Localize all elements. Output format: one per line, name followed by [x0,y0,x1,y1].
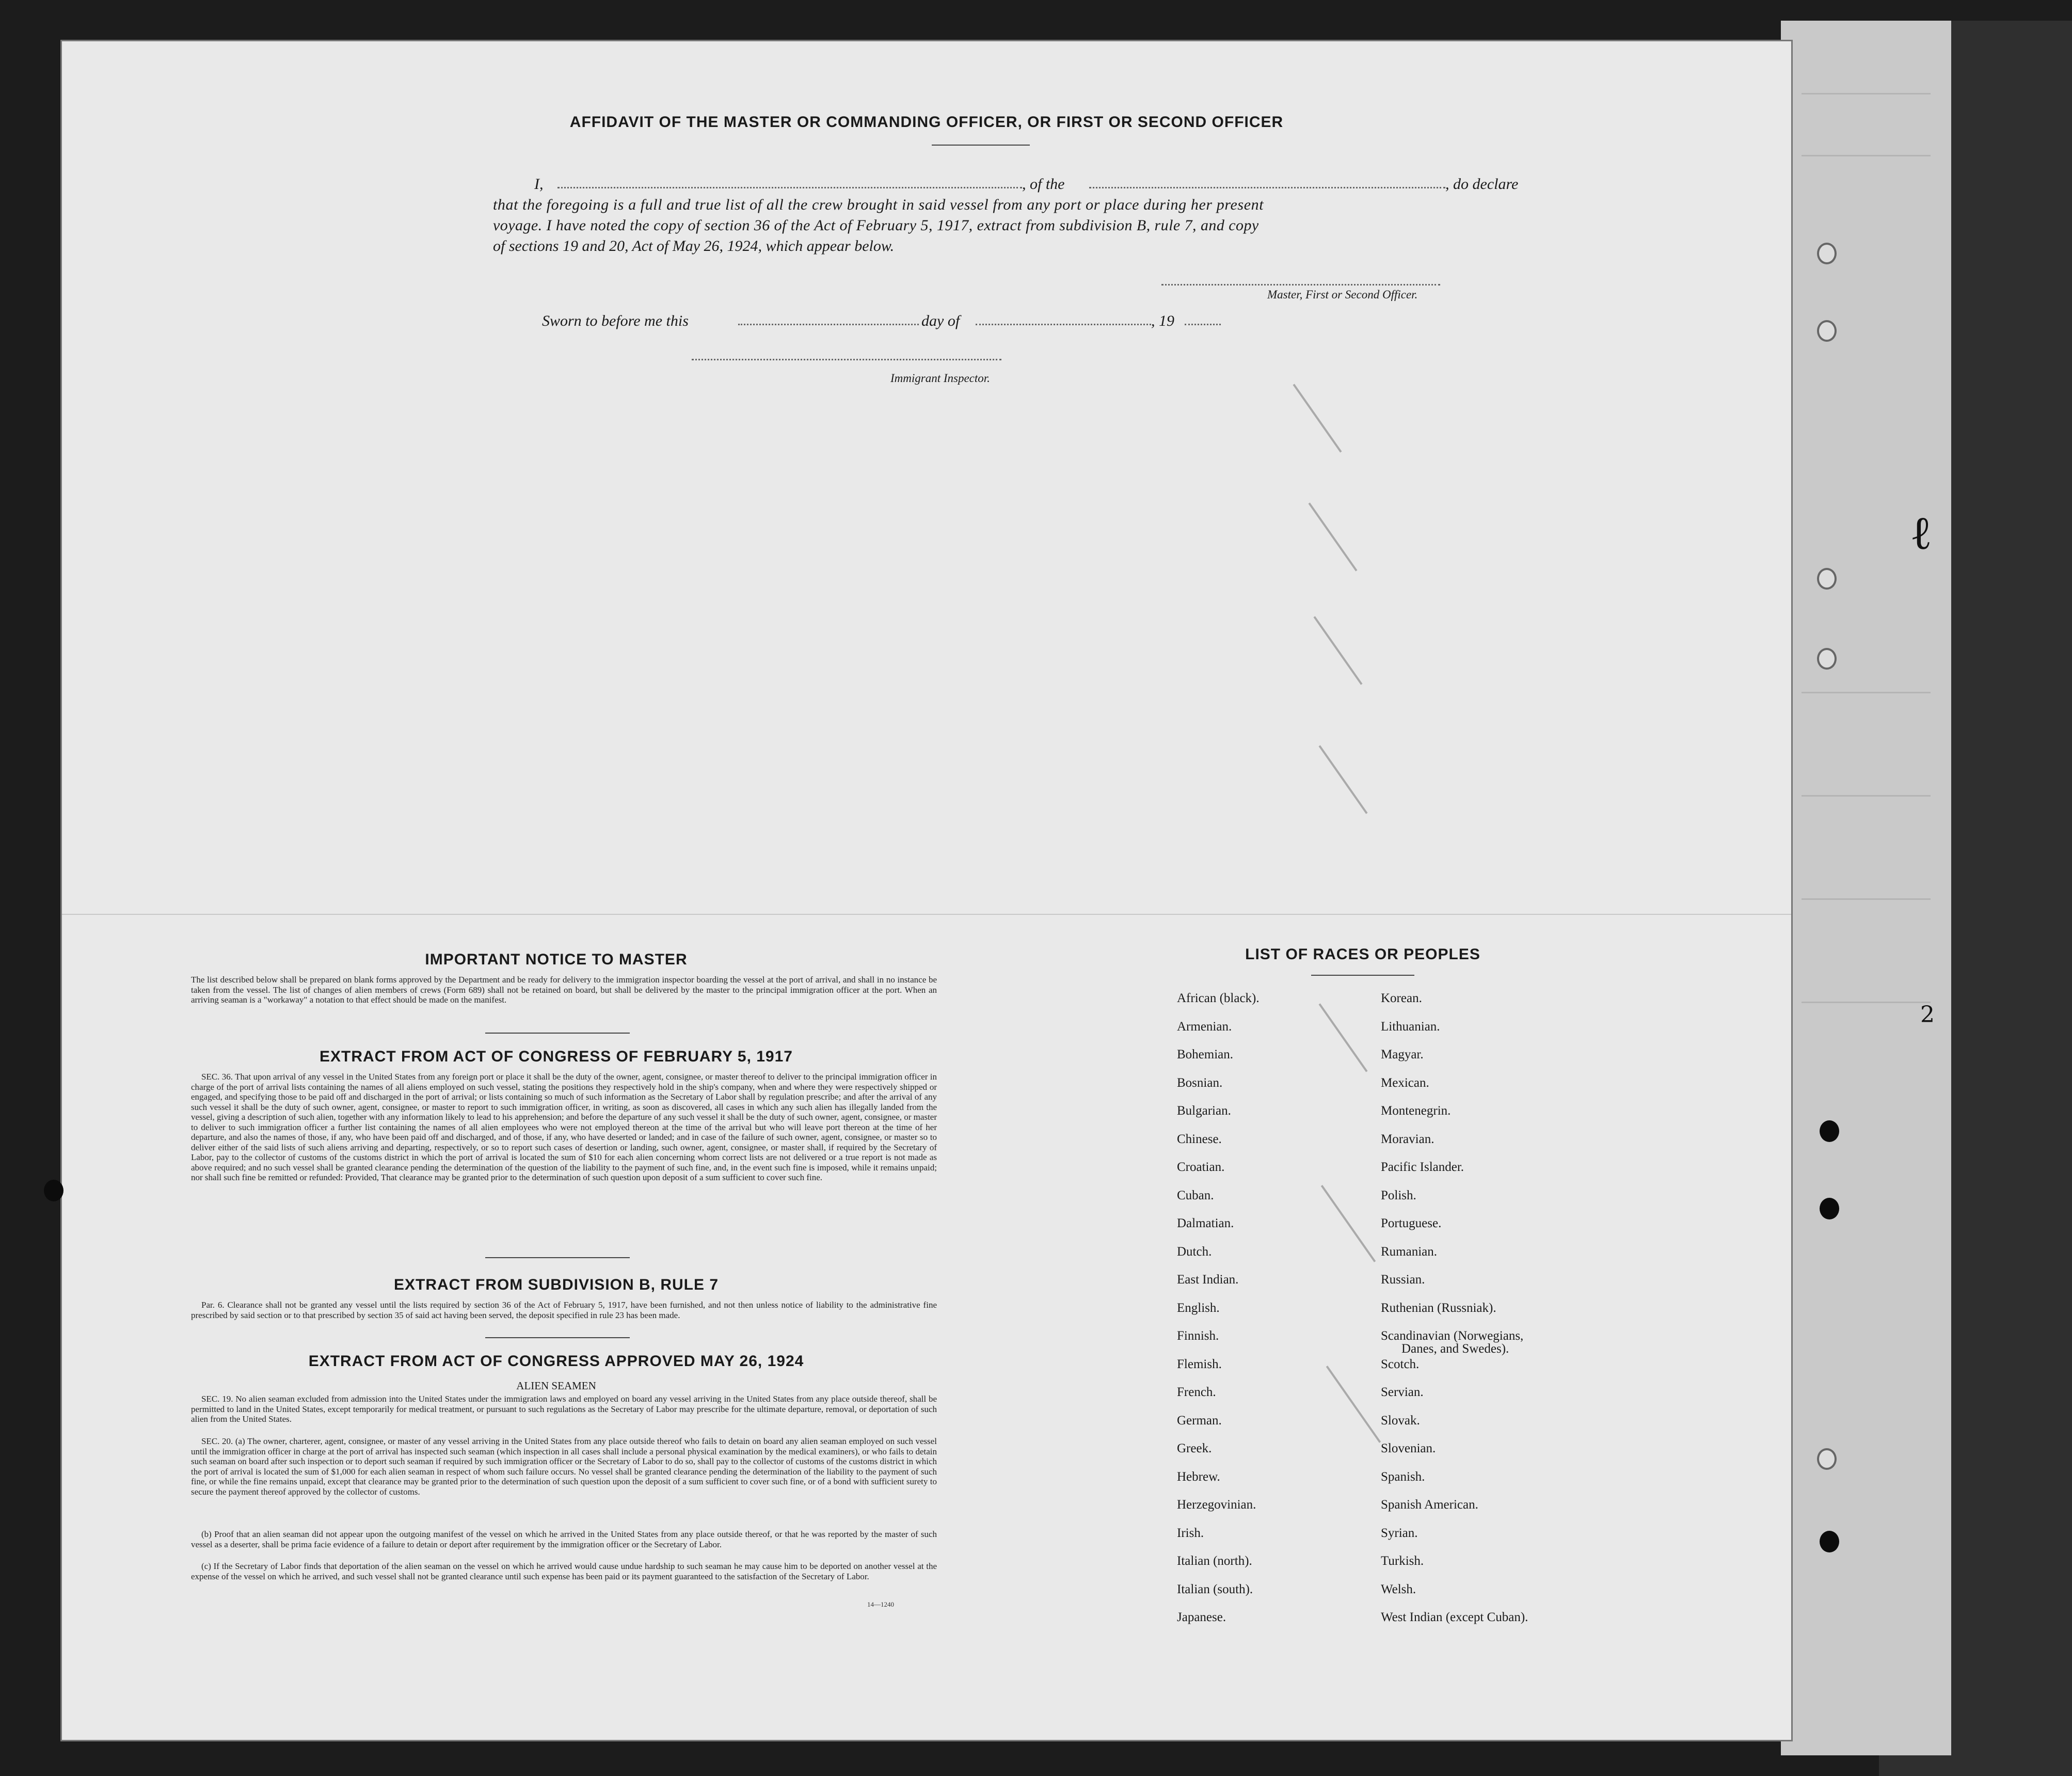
race-item: Hebrew. [1177,1469,1220,1484]
day-field[interactable] [738,324,919,325]
race-item: Slovak. [1381,1413,1420,1428]
race-item: Scotch. [1381,1357,1420,1371]
race-item: Italian (north). [1177,1554,1252,1568]
affidavit-title: AFFIDAVIT OF THE MASTER OR COMMANDING OFFICER, OR FIRST OR SECOND OFFICER [569,114,1284,131]
race-item: Greek. [1177,1441,1212,1455]
affidavit-i-label: I, [534,176,544,193]
race-item: Italian (south). [1177,1582,1253,1596]
race-item: Servian. [1381,1385,1424,1399]
race-item: Flemish. [1177,1357,1222,1371]
race-item: Rumanian. [1381,1244,1438,1259]
day-of-label: day of [921,312,960,329]
race-item: Magyar. [1381,1048,1424,1061]
race-item: Russian. [1381,1273,1425,1287]
race-item: Irish. [1177,1526,1204,1540]
section-36-text: SEC. 36. That upon arrival of any vessel in the United States from any foreign port or place it shall be the duty of the owner, agent, consignee, or master thereof to deliver to the principal immigration officer in charge of the port of arrival lists containing the names of all aliens employed on such vessel, stating the positions they respectively hold in the ship's company, when and where they were respectively shipped or engaged, and specifying those to be paid off and discharged in the port of arrival; or lists containing so much of such information as the Secretary of Labor shall by regulation prescribe; and after the arrival of any such vessel it shall be the duty of such owner, agent, consignee, or master to report to such immigration officer, in writing, as soon as discovered, all cases in which any such alien has illegally landed from the vessel, giving a description of such alien, together with any information likely to lead to his apprehension; and before the departure of any such vessel it shall be the duty of such owner, agent, consignee, or master to deliver to such immigration officer a further list containing the names of all alien employees who were not employed thereon at the time of the arrival but who will leave port thereon at the time of her departure, and also the names of those, if any, who have been paid off and discharged, and of those, if any, who have deserted or landed; and in case of the failure of such owner, agent, consignee, or master so to deliver either of the said lists of such aliens arriving and departing, respectively, or so to report such cases of desertion or landing, such owner, agent, consignee, or master shall, if required by the Secretary of Labor, pay to the collector of customs of the customs district in which the port of arrival is located the sum of $10 for each alien concerning whom correct lists are not delivered or a true report is not made as above required; and no such vessel shall be granted clearance pending the determination of the question of the liability to the payment of such fine, and, in the event such fine is imposed, while it remains unpaid; nor shall such fine be remitted or refunded: Provided, That clearance may be granted prior to the determination of such question upon deposit of a sum sufficient to cover such fine. [191,1072,937,1182]
form-page [62,41,1791,1740]
month-field[interactable] [976,324,1151,325]
notice-title: IMPORTANT NOTICE TO MASTER [425,951,688,968]
race-item: Welsh. [1381,1582,1416,1596]
race-item: East Indian. [1177,1273,1239,1287]
rule-7-title: EXTRACT FROM SUBDIVISION B, RULE 7 [393,1276,719,1293]
notice-text: The list described below shall be prepared on blank forms approved by the Department and be ready for delivery to the immigration inspector boarding the vessel at the port of arrival, and shall in no instance be taken from the vessel. The list of changes of alien members of crews (Form 689) shall not be retained on board, but shall be delivered by the master to the principal immigration officer at the port. When an arriving seaman is a "workaway" a notation to that effect should be made on the manifest. [191,975,937,1005]
race-item: Armenian. [1177,1019,1232,1034]
signature-field[interactable] [1161,284,1440,286]
race-item: Polish. [1381,1188,1416,1202]
fold-line [62,914,1791,915]
section-20a-text: SEC. 20. (a) The owner, charterer, agent, consignee, or master of any vessel arriving in the United States from any place outside thereof who fails to detain on board any alien seaman employed on such vessel until the immigration officer in charge at the port of arrival has inspected such seaman (which inspection in all cases shall include a personal physical examination by the medical examiners), or who fails to detain such seaman on board after such inspection or to deport such seaman if required by such immigration officer or the Secretary of Labor to do so, shall pay to the collector of customs of the customs district in which the port of arrival is located the sum of $1,000 for each alien seaman in respect of whom such failure occurs. No vessel shall be granted clearance pending the determination of the liability to the payment of such fine, or while the fine remains unpaid, except that clearance may be granted prior to the determination of such question upon the deposit of a sum sufficient to cover such fine, or of a bond with sufficient surety to secure the payment thereof approved by the collector of customs. [191,1436,937,1497]
race-item: Dutch. [1177,1244,1212,1259]
race-item: Turkish. [1381,1554,1424,1568]
signature-label: Master, First or Second Officer. [1267,288,1418,301]
section-19-text: SEC. 19. No alien seaman excluded from admission into the United States under the immigration laws and employed on board any vessel arriving in the United States from any place outside thereof, shall be permitted to land in the United States, except temporarily for medical treatment, or pursuant to such regulations as the Secretary of Labor may prescribe for the ultimate departure, removal, or deportation of such alien from the United States. [191,1394,937,1424]
race-item: Slovenian. [1381,1441,1436,1455]
section-20c-text: (c) If the Secretary of Labor finds that deportation of the alien seaman on the vessel on which he arrived would cause undue hardship to such seaman he may cause him to be deported on another vessel at the expense of the vessel on which he arrived, and such vessel shall not be granted clearance until such expense has been paid or its payment guaranteed to the satisfaction of the Secretary of Labor. [191,1561,937,1581]
punch-hole [1820,1198,1839,1219]
handwritten-mark: 2 [1920,1002,1935,1028]
race-item: Spanish. [1381,1469,1425,1484]
races-title: LIST OF RACES OR PEOPLES [1245,946,1480,963]
extract-1924-title: EXTRACT FROM ACT OF CONGRESS APPROVED MAY 26, 1924 [308,1353,804,1370]
punch-hole [1820,1531,1839,1552]
race-item: Korean. [1381,991,1422,1005]
race-item: Moravian. [1381,1132,1435,1146]
handwritten-mark: ℓ [1910,506,1933,560]
affidavit-line-2: that the foregoing is a full and true list of all the crew brought in said vessel from any port or place during her present [493,196,1264,213]
race-item: Croatian. [1177,1160,1225,1174]
punch-hole [1817,568,1837,590]
race-item: Mexican. [1381,1075,1429,1090]
race-item: Ruthenian (Russniak). [1381,1301,1496,1315]
race-item-continuation: Danes, and Swedes). [1401,1342,1509,1356]
title-rule [932,145,1030,146]
race-item: German. [1177,1413,1222,1428]
race-item: French. [1177,1385,1216,1399]
extract-1917-title: EXTRACT FROM ACT OF CONGRESS OF FEBRUARY 5, 1917 [320,1048,793,1065]
race-item: Dalmatian. [1177,1216,1234,1230]
year-label: , 19 [1151,312,1174,329]
race-item: Syrian. [1381,1526,1418,1540]
race-item: Bohemian. [1177,1048,1234,1061]
inspector-label: Immigrant Inspector. [890,372,990,385]
race-item: Japanese. [1177,1610,1226,1624]
affidavit-of-the: , of the [1022,176,1065,193]
punch-hole [1817,243,1837,264]
inspector-signature-field[interactable] [692,359,1001,360]
affidavit-line-3: voyage. I have noted the copy of section 36 of the Act of February 5, 1917, extract from subdivision B, rule 7, and copy [493,217,1259,234]
race-item: Chinese. [1177,1132,1222,1146]
race-item: Scandinavian (Norwegians, [1381,1329,1524,1343]
race-item: Bulgarian. [1177,1104,1231,1118]
punch-hole [1820,1120,1839,1142]
underlying-page-edge [1781,21,1951,1755]
race-item: Bosnian. [1177,1075,1223,1090]
race-item: African (black). [1177,991,1260,1005]
alien-seamen-subtitle: ALIEN SEAMEN [516,1379,596,1392]
race-item: Pacific Islander. [1381,1160,1464,1174]
punch-hole [1817,320,1837,342]
affidavit-line-4: of sections 19 and 20, Act of May 26, 1924, which appear below. [493,237,895,255]
race-item: Cuban. [1177,1188,1214,1202]
rule-7-text: Par. 6. Clearance shall not be granted any vessel until the lists required by section 36 of the Act of February 5, 1917, have been furnished, and not then unless notice of liability to the administrative fine prescribed by said section or to that prescribed by section 35 of said act having been served, the deposit specified in rule 23 has been made. [191,1300,937,1320]
race-item: Herzegovinian. [1177,1498,1256,1512]
race-item: Spanish American. [1381,1498,1478,1512]
name-field[interactable] [557,187,1022,188]
affidavit-do-declare: , do declare [1445,176,1519,193]
race-item: Lithuanian. [1381,1019,1440,1034]
race-item: Finnish. [1177,1329,1219,1343]
section-20b-text: (b) Proof that an alien seaman did not appear upon the outgoing manifest of the vessel on which he arrived in the United States from any place outside thereof, or that he was reported by the master of such vessel as a deserter, shall be prima facie evidence of a failure to detain or deport after requirement by the immigration officer or the Secretary of Labor. [191,1529,937,1549]
race-item: Montenegrin. [1381,1104,1451,1118]
race-item: West Indian (except Cuban). [1381,1610,1528,1624]
race-item: English. [1177,1301,1220,1315]
punch-hole [1817,1448,1837,1470]
punch-hole [1817,648,1837,670]
vessel-field[interactable] [1089,187,1445,188]
year-field[interactable] [1185,324,1221,325]
sworn-label: Sworn to before me this [542,312,689,329]
race-item: Portuguese. [1381,1216,1442,1230]
form-number: 14—1240 [867,1600,894,1608]
punch-hole [44,1180,63,1201]
